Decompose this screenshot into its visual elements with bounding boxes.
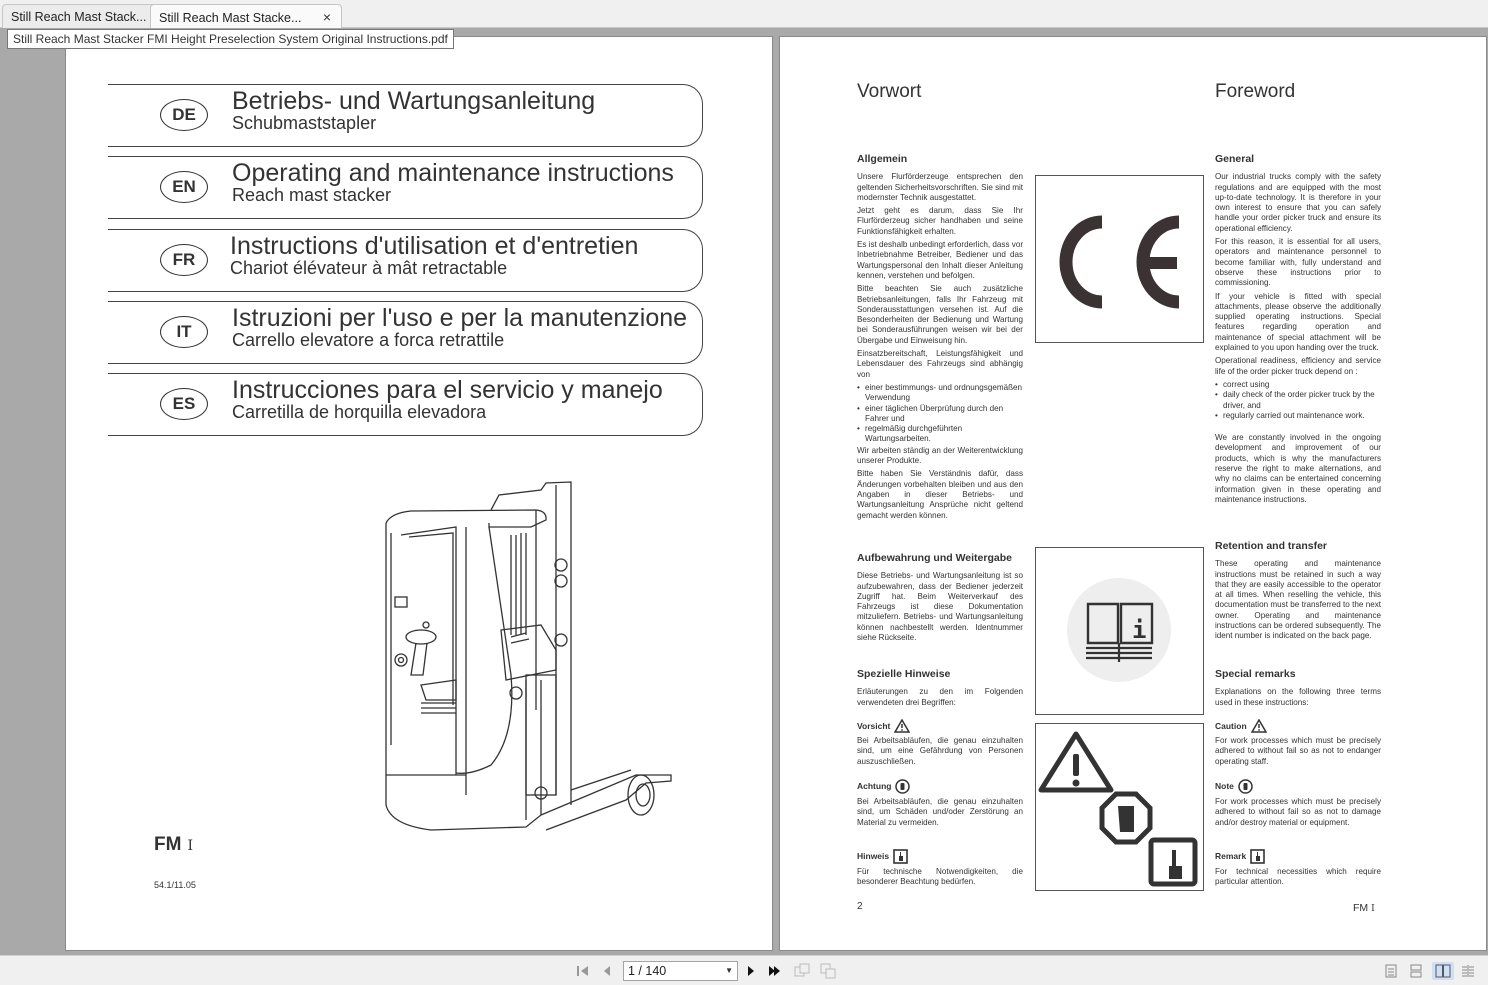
- language-code-badge: IT: [160, 316, 208, 348]
- next-view-icon: [820, 963, 836, 979]
- paragraph: Bei Arbeitsabläufen, die genau einzuhalten sind, um Schäden und/oder Zerstörung an Material zu vermeiden.: [857, 797, 1023, 827]
- paragraph: Für technische Notwendigkeiten, die besonderer Beachtung bedürfen.: [857, 867, 1023, 887]
- paragraph: Wir arbeiten ständig an der Weiterentwicklung unserer Produkte.: [857, 445, 1023, 466]
- language-code-badge: EN: [160, 171, 208, 203]
- pointing-hand-icon: [893, 849, 908, 864]
- list-item: • correct using: [1215, 380, 1381, 390]
- language-title: Instructions d'utilisation et d'entretien: [230, 232, 639, 260]
- close-tab-icon[interactable]: ×: [322, 9, 332, 25]
- list-item: • regelmäßig durchgeführten Wartungsarbeiten.: [857, 424, 1023, 445]
- language-block-en: [108, 156, 703, 219]
- language-title: Instrucciones para el servicio y manejo: [232, 376, 663, 404]
- section-allgemein: [857, 154, 1023, 524]
- document-number: 54.1/11.05: [154, 880, 196, 890]
- paragraph: Es ist deshalb unbedingt erforderlich, dass vor Inbetriebnahme Betreiber, Bediener und das Wartungspersonal den Inhalt dieser Anleitung kennen, verstehen und befolgen.: [857, 240, 1024, 280]
- facing-pages-icon: [1435, 964, 1451, 978]
- continuous-facing-view-button[interactable]: [1459, 962, 1477, 980]
- notice-label: Achtung: [857, 781, 892, 792]
- model-name: FM: [154, 834, 182, 855]
- section-spezielle-hinweise: [857, 669, 1023, 711]
- notice-note: [1215, 779, 1381, 831]
- notice-label: Vorsicht: [857, 720, 891, 731]
- list-item: • daily check of the order picker truck by the driver, and: [1215, 390, 1381, 411]
- paragraph: Einsatzbereitschaft, Leistungsfähigkeit und Lebensdauer des Fahrzeugs sind abhängig von: [857, 349, 1023, 379]
- first-page-icon: [576, 965, 590, 977]
- notice-hinweis: [857, 849, 1023, 891]
- section-special-remarks: [1215, 669, 1381, 711]
- page-foreword: [779, 36, 1487, 951]
- ce-mark-box: [1035, 175, 1204, 343]
- section-title: Allgemein: [857, 153, 908, 165]
- paragraph: Erläuterungen zu den im Folgenden verwendeten drei Begriffen:: [857, 687, 1023, 707]
- previous-page-icon: [602, 965, 612, 977]
- first-page-button[interactable]: [574, 962, 592, 980]
- pointing-hand-icon: [1250, 849, 1265, 864]
- previous-view-icon: [794, 963, 810, 979]
- next-page-icon: [746, 965, 756, 977]
- notice-achtung: [857, 779, 1023, 831]
- safety-symbols-icon: [1036, 724, 1203, 890]
- previous-page-button[interactable]: [598, 962, 616, 980]
- chevron-down-icon: ▼: [725, 966, 733, 975]
- section-title: Aufbewahrung und Weitergabe: [857, 552, 1012, 564]
- notice-remark: [1215, 849, 1381, 891]
- manual-info-box: [1035, 547, 1204, 715]
- tab-document-2[interactable]: [150, 4, 342, 28]
- section-title: Spezielle Hinweise: [857, 668, 951, 680]
- bullet-list: [1215, 380, 1381, 421]
- tab-tooltip: Still Reach Mast Stacker FMI Height Preselection System Original Instructions.pdf: [7, 29, 454, 49]
- language-subtitle: Carrello elevatore a forca retrattile: [232, 330, 505, 350]
- model-roman: I: [187, 838, 193, 854]
- last-page-icon: [768, 965, 782, 977]
- next-view-button[interactable]: [819, 962, 837, 980]
- tab-bar: [0, 0, 1488, 28]
- list-item: • regularly carried out maintenance work.: [1215, 411, 1381, 421]
- notice-vorsicht: [857, 719, 1023, 770]
- tab-label: Still Reach Mast Stacke...: [159, 11, 302, 25]
- stop-hand-icon: [1238, 779, 1253, 794]
- continuous-page-icon: [1410, 964, 1422, 978]
- document-viewer[interactable]: [0, 28, 1488, 955]
- next-page-button[interactable]: [742, 962, 760, 980]
- continuous-facing-icon: [1460, 964, 1476, 978]
- single-page-view-button[interactable]: [1382, 962, 1400, 980]
- section-retention: [1215, 541, 1381, 645]
- language-code-badge: FR: [160, 244, 208, 276]
- footer-model-roman: I: [1371, 904, 1375, 914]
- language-block-fr: [108, 229, 703, 292]
- paragraph: For technical necessities which require particular attention.: [1215, 867, 1381, 887]
- language-block-de: [108, 84, 703, 147]
- language-title: Betriebs- und Wartungsanleitung: [232, 87, 596, 115]
- language-subtitle: Reach mast stacker: [232, 185, 392, 205]
- list-item: • einer bestimmungs- und ordnungsgemäßen Verwendung: [857, 383, 1023, 404]
- language-block-it: [108, 301, 703, 364]
- language-block-es: [108, 373, 703, 436]
- page-cover: [65, 36, 773, 951]
- paragraph: For work processes which must be precisely adhered to without fail so as not to damage and/or destroy material or equipment.: [1215, 797, 1381, 827]
- page-indicator: 1 / 140: [628, 964, 667, 978]
- heading-vorwort: Vorwort: [857, 81, 922, 102]
- svg-text:i: i: [1132, 616, 1147, 644]
- paragraph: For this reason, it is essential for all users, operators and maintenance personnel to become familiar with, fully understand and observe these instructions prior to commissioning.: [1215, 237, 1381, 288]
- page-number-select[interactable]: [623, 961, 738, 981]
- footer-model: [1353, 902, 1375, 914]
- stop-hand-icon: [895, 779, 910, 794]
- language-code-badge: ES: [160, 388, 208, 420]
- navigation-toolbar: [0, 955, 1488, 985]
- paragraph: Unsere Flurförderzeuge entsprechen den geltenden Sicherheitsvorschriften. Sie sind mit modernster Technik ausgestattet.: [857, 172, 1024, 202]
- list-item: • einer täglichen Überprüfung durch den Fahrer und: [857, 404, 1023, 425]
- section-aufbewahrung: [857, 553, 1023, 646]
- ce-mark-icon: [1036, 176, 1203, 342]
- single-page-icon: [1385, 964, 1397, 978]
- language-subtitle: Carretilla de horquilla elevadora: [232, 402, 487, 422]
- paragraph: For work processes which must be precisely adhered to without fail so as not to endanger operating staff.: [1215, 736, 1381, 766]
- notice-label: Note: [1215, 781, 1234, 792]
- language-subtitle: Schubmaststapler: [232, 113, 377, 133]
- last-page-button[interactable]: [766, 962, 784, 980]
- language-title: Operating and maintenance instructions: [232, 159, 674, 187]
- model-designation: [154, 834, 193, 856]
- paragraph: Bei Arbeitsabläufen, die genau einzuhalten sind, um eine Gefährdung von Personen auszuschließen.: [857, 736, 1023, 766]
- paragraph: Operational readiness, efficiency and service life of the order picker truck depend on :: [1215, 356, 1381, 376]
- notice-label: Caution: [1215, 720, 1247, 731]
- paragraph: Jetzt geht es darum, dass Sie Ihr Flurförderzeug sicher handhaben und seine Funktionsfähigkeit erhalten.: [857, 206, 1023, 236]
- facing-view-button[interactable]: [1432, 962, 1454, 980]
- safety-symbols-box: [1035, 723, 1204, 891]
- paragraph: Our industrial trucks comply with the safety regulations and are equipped with the most up-to-date technology. It is therefore in your own interest to ensure that you can safely handle your order picker truck and ensure its operational efficiency.: [1215, 172, 1381, 233]
- paragraph: Bitte beachten Sie auch zusätzliche Betriebsanleitungen, falls Ihr Fahrzeug mit Sonderausstattungen versehen ist. Auf die Besonderheiten der Bedienung und Wartung bei Sonderausführungen weisen wir bei der Übergabe und Einweisung hin.: [857, 284, 1023, 345]
- paragraph: Bitte haben Sie Verständnis dafür, dass Änderungen vorbehalten bleiben und aus den Angaben in dieser Betriebs- und Wartungsanleitung Ansprüche nicht geltend gemacht werden können.: [857, 469, 1023, 520]
- notice-label: Hinweis: [857, 851, 890, 862]
- previous-view-button[interactable]: [793, 962, 811, 980]
- language-subtitle: Chariot élévateur à mât retractable: [230, 258, 508, 278]
- notice-label: Remark: [1215, 851, 1247, 862]
- paragraph: We are constantly involved in the ongoing development and improvement of our products, which is why the manufacturers reserve the right to make alternations, and why no claims can be entertained concerning information given in these operating and maintenance instructions.: [1215, 433, 1381, 504]
- warning-triangle-icon: [1251, 719, 1267, 733]
- reach-truck-illustration: [371, 475, 691, 865]
- language-title: Istruzioni per l'uso e per la manutenzione: [232, 304, 688, 332]
- warning-triangle-icon: [894, 719, 910, 733]
- section-title: Retention and transfer: [1215, 540, 1328, 552]
- footer-model-name: FM: [1353, 902, 1369, 914]
- continuous-view-button[interactable]: [1407, 962, 1425, 980]
- section-general: [1215, 154, 1381, 508]
- tab-document-1[interactable]: [2, 4, 157, 28]
- bullet-list: [857, 383, 1023, 445]
- section-title: General: [1215, 153, 1255, 165]
- paragraph: If your vehicle is fitted with special attachments, please observe the additionally supplied operating instructions. Special features regarding operation and maintenance of special attachment will be explained to you upon handing over the truck.: [1215, 291, 1381, 353]
- notice-caution: [1215, 719, 1381, 770]
- paragraph: Explanations on the following three terms used in these instructions:: [1215, 687, 1381, 707]
- page-number: 2: [857, 901, 863, 912]
- tab-label: Still Reach Mast Stack...: [11, 10, 147, 24]
- section-title: Special remarks: [1215, 668, 1296, 680]
- paragraph: Diese Betriebs- und Wartungsanleitung ist so aufzubewahren, dass der Bediener jederzeit Zugriff hat. Beim Weiterverkauf des Fahrzeugs ist diese Dokumentation mitzuliefern. Betriebs- und Wartungsanleitung können nachbestellt werden. Identnummer siehe Rückseite.: [857, 571, 1023, 643]
- language-code-badge: DE: [160, 99, 208, 131]
- heading-foreword: Foreword: [1215, 81, 1296, 102]
- read-manual-icon: [1036, 548, 1203, 714]
- paragraph: These operating and maintenance instructions must be retained in such a way that they are easily accessible to the operator at all times. When reselling the vehicle, this documentation must be transferred to the next owner. Operating and maintenance instructions can be ordered subsequently. The ident number is indicated on the back page.: [1215, 559, 1381, 641]
